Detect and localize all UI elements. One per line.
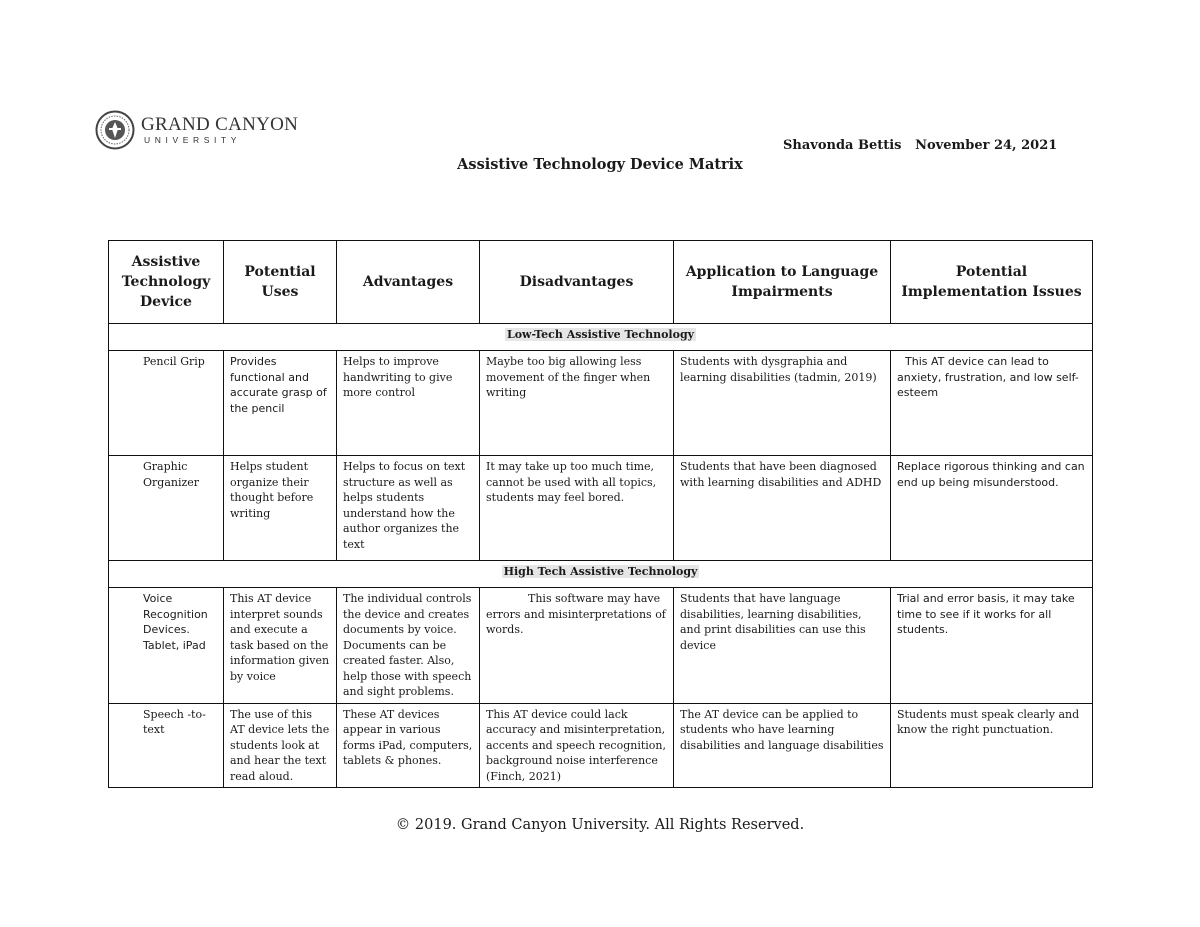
cell-issues: Students must speak clearly and know the right punctuation. [891, 703, 1093, 788]
document-date: November 24, 2021 [915, 138, 1058, 153]
document-title [0, 156, 1200, 173]
cell-disadvantages: This AT device could lack accuracy and misinterpretation, accents and speech recognition, background noise interference (Finch, 2021) [480, 703, 674, 788]
table-row [109, 588, 1093, 704]
column-header-issues: Potential Implementation Issues [891, 241, 1093, 324]
document-title-text: Assistive Technology Device Matrix [457, 156, 743, 173]
table-row [109, 456, 1093, 561]
cell-advantages: The individual controls the device and creates documents by voice. Documents can be created faster. Also, help those with speech and sight problems. [337, 588, 480, 704]
column-header-application: Application to Language Impairments [674, 241, 891, 324]
column-header-disadvantages: Disadvantages [480, 241, 674, 324]
cell-device: Graphic Organizer [109, 456, 224, 561]
assistive-technology-matrix [108, 240, 1093, 788]
table-row [109, 703, 1093, 788]
table-row [109, 351, 1093, 456]
cell-device: Pencil Grip [109, 351, 224, 456]
cell-device: Speech -to-text [109, 703, 224, 788]
cell-application: Students that have language disabilities, learning disabilities, and print disabilities can use this device [674, 588, 891, 704]
section-row-high-tech [109, 561, 1093, 588]
cell-issues: Trial and error basis, it may take time to see if it works for all students. [891, 588, 1093, 704]
cell-device: Voice Recognition Devices. Tablet, iPad [109, 588, 224, 704]
logo-subtitle: UNIVERSITY [144, 135, 242, 146]
section-title-low-tech: Low-Tech Assistive Technology [506, 328, 695, 341]
cell-advantages: Helps to focus on text structure as well as helps students understand how the author organizes the text [337, 456, 480, 561]
copyright-footer: © 2019. Grand Canyon University. All Rights Reserved. [395, 817, 805, 833]
cell-uses: This AT device interpret sounds and execute a task based on the information given by voice [224, 588, 337, 704]
cell-uses: Provides functional and accurate grasp of the pencil [224, 351, 337, 456]
cell-disadvantages: It may take up too much time, cannot be used with all topics, students may feel bored. [480, 456, 674, 561]
cell-application: The AT device can be applied to students who have learning disabilities and language disabilities [674, 703, 891, 788]
cell-disadvantages: This software may have errors and misinterpretations of words. [480, 588, 674, 704]
column-header-advantages: Advantages [337, 241, 480, 324]
cell-application: Students with dysgraphia and learning disabilities (tadmin, 2019) [674, 351, 891, 456]
section-row-low-tech [109, 324, 1093, 351]
column-header-device: Assistive Technology Device [109, 241, 224, 324]
author-name: Shavonda Bettis [783, 138, 902, 153]
gcu-logo [95, 108, 298, 152]
cell-advantages: Helps to improve handwriting to give more control [337, 351, 480, 456]
section-title-high-tech: High Tech Assistive Technology [503, 565, 698, 578]
cell-uses: The use of this AT device lets the students look at and hear the text read aloud. [224, 703, 337, 788]
cell-advantages: These AT devices appear in various forms iPad, computers, tablets & phones. [337, 703, 480, 788]
author-date-line [783, 138, 1057, 153]
logo-name: GRAND CANYON [141, 114, 299, 136]
cell-uses: Helps student organize their thought before writing [224, 456, 337, 561]
cell-application: Students that have been diagnosed with learning disabilities and ADHD [674, 456, 891, 561]
cell-issues: Replace rigorous thinking and can end up being misunderstood. [891, 456, 1093, 561]
column-header-uses: Potential Uses [224, 241, 337, 324]
table-header-row [109, 241, 1093, 324]
cell-disadvantages: Maybe too big allowing less movement of the finger when writing [480, 351, 674, 456]
cell-issues: This AT device can lead to anxiety, frustration, and low self-esteem [891, 351, 1093, 456]
gcu-seal-icon [95, 109, 135, 151]
